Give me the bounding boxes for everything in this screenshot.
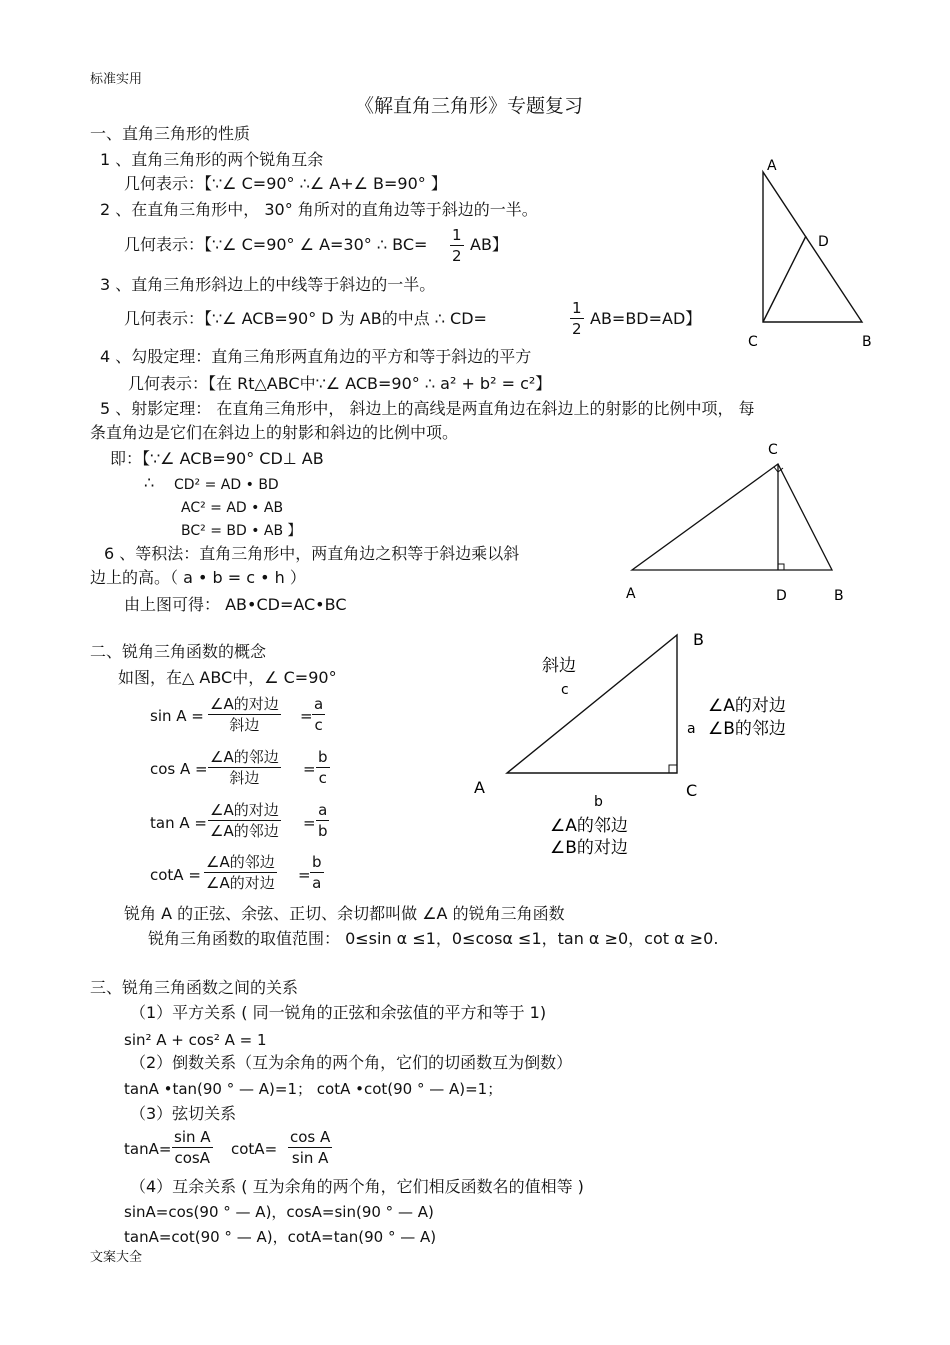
property-5-line-2: 条直角边是它们在斜边上的射影和斜边的比例中项。 [90,423,459,442]
cot-fraction [204,852,277,893]
figure-median-triangle [740,150,880,350]
equals-sign: = [303,760,316,778]
equals-sign: = [298,866,311,884]
fraction-half-1 [450,225,464,266]
page-title: 《解直角三角形》专题复习 [355,95,584,117]
property-5-geometry: 即：【∵∠ ACB=90° CD⊥ AB [110,449,324,468]
label-b: B [862,334,872,350]
label-opposite-b: ∠B的对边 [550,838,628,858]
cos-label: cos A = [150,760,208,778]
fraction-denominator: ∠A的邻边 [210,822,279,840]
relation-4-equation-2: tanA=cot(90 ° — A)，cotA=tan(90 ° — A) [124,1228,437,1246]
tan-relation-fraction [172,1127,213,1168]
fraction-numerator: 1 [572,299,582,317]
fraction-numerator: sin A [174,1128,211,1146]
relation-4-equation-1: sinA=cos(90 ° — A)，cosA=sin(90 ° — A) [124,1203,434,1221]
projection-equation-2: AC² = AD • AB [181,500,284,516]
property-3-geometry: 几何表示：【∵∠ ACB=90° D 为 AB的中点 ∴ CD= [124,309,487,328]
label-d: D [818,234,829,250]
fraction-numerator: ∠A的邻边 [206,853,275,871]
property-6-line-1: 6 、等积法：直角三角形中，两直角边之积等于斜边乘以斜 [104,544,520,563]
cos-ratio [316,747,330,788]
label-a: A [767,158,777,174]
property-3: 3 、直角三角形斜边上的中线等于斜边的一半。 [100,275,436,294]
property-6-line-3: 由上图可得： AB•CD=AC•BC [124,595,347,614]
fraction-denominator: c [318,769,327,787]
property-5-line-1: 5 、射影定理： 在直角三角形中， 斜边上的高线是两直角边在斜边上的射影的比例中项， 每 [100,399,755,418]
label-opposite-a: ∠A的对边 [708,696,786,716]
label-c: C [748,334,758,350]
property-4-geometry: 几何表示：【在 Rt△ABC中∵∠ ACB=90° ∴ a² + b² = c²】 [128,374,552,393]
property-1: 1 、直角三角形的两个锐角互余 [100,150,324,169]
equals-sign: = [303,814,316,832]
figure-altitude-triangle [620,438,860,608]
triangle-abc-3 [507,635,677,773]
fraction-denominator: 斜边 [229,769,260,787]
fraction-denominator: sin A [291,1149,329,1167]
property-1-geometry: 几何表示：【∵∠ C=90° ∴∠ A+∠ B=90° 】 [124,174,447,193]
cos-fraction [208,747,281,788]
fraction-denominator: 2 [572,320,582,338]
label-side-a: a [687,721,696,737]
triangle-abc [763,172,862,322]
property-6-line-2: 边上的高。（ a • b = c • h ） [90,568,306,587]
right-angle-mark-c [669,765,677,773]
label-vertex-c: C [686,781,698,800]
trig-definition: 锐角 A 的正弦、余弦、正切、余切都叫做 ∠A 的锐角三角函数 [124,904,565,923]
projection-equation-3: BC² = BD • AB 】 [181,523,302,539]
trig-range: 锐角三角函数的取值范围： 0≤sin α ≤1，0≤cosα ≤1，tan α ≥0，cot α ≥0. [148,929,719,948]
relation-2: （2）倒数关系（互为余角的两个角，它们的切函数互为倒数） [130,1053,573,1072]
fraction-numerator: 1 [452,226,462,244]
fraction-numerator: b [312,853,322,871]
fraction-numerator: ∠A的邻边 [210,748,279,766]
right-angle-mark-d [778,564,784,570]
sin-label: sin A = [150,707,204,725]
property-2-geometry: 几何表示：【∵∠ C=90° ∠ A=30° ∴ BC= [124,235,428,254]
property-2: 2 、在直角三角形中， 30° 角所对的直角边等于斜边的一半。 [100,200,538,219]
fraction-denominator: cosA [174,1149,211,1167]
label-side-b: b [594,794,603,810]
relation-3: （3）弦切关系 [130,1104,237,1123]
tan-label: tan A = [150,814,207,832]
equals-sign: = [300,707,313,725]
label-b: B [834,588,844,604]
cot-relation-fraction [288,1127,332,1168]
label-hypotenuse: 斜边 [542,656,576,676]
relation-4: （4）互余关系 ( 互为余角的两个角，它们相反函数名的值相等 ) [130,1177,584,1196]
cot-relation-label: cotA= [231,1140,278,1158]
figure-trig-triangle [460,625,820,865]
fraction-numerator: cos A [290,1128,331,1146]
section-2-intro: 如图，在△ ABC中，∠ C=90° [118,668,337,687]
fraction-denominator: a [312,874,322,892]
fraction-denominator: 斜边 [229,716,260,734]
projection-equation-1: CD² = AD • BD [174,477,279,493]
fraction-denominator: ∠A的对边 [206,874,275,892]
label-vertex-a: A [474,778,485,797]
fraction-numerator: ∠A的对边 [210,695,279,713]
cot-ratio [310,852,324,893]
section-2-heading: 二、锐角三角函数的概念 [90,642,267,661]
label-c: C [768,442,778,458]
label-vertex-b: B [693,630,704,649]
tan-fraction [208,800,281,841]
median-cd [763,236,806,322]
sin-fraction [208,694,281,735]
label-adjacent-a: ∠A的邻边 [550,816,628,836]
sin-ratio [312,694,325,735]
cot-label: cotA = [150,866,201,884]
fraction-half-2 [570,298,584,339]
label-adjacent-b: ∠B的邻边 [708,719,786,739]
label-d: D [776,588,787,604]
fraction-numerator: a [314,695,324,713]
label-side-c: c [561,682,569,698]
relation-1: （1）平方关系 ( 同一锐角的正弦和余弦值的平方和等于 1) [130,1003,547,1022]
section-3-heading: 三、锐角三角函数之间的关系 [90,978,299,997]
section-1-heading: 一、直角三角形的性质 [90,124,251,143]
property-2-geometry-end: AB】 [470,235,508,254]
page-footer: 文案大全 [90,1250,143,1265]
therefore-symbol: ∴ [144,473,155,492]
triangle-abc-2 [632,464,832,570]
property-3-geometry-end: AB=BD=AD】 [590,309,702,328]
relation-2-equation: tanA •tan(90 ° — A)=1； cotA •cot(90 ° — A)=1； [124,1080,503,1098]
fraction-numerator: b [318,748,328,766]
tan-ratio [316,800,330,841]
fraction-denominator: c [314,716,323,734]
fraction-numerator: ∠A的对边 [210,801,279,819]
fraction-numerator: a [318,801,328,819]
property-4: 4 、勾股定理：直角三角形两直角边的平方和等于斜边的平方 [100,347,532,366]
fraction-denominator: 2 [452,247,462,265]
label-a: A [626,586,636,602]
tan-relation-label: tanA= [124,1140,172,1158]
fraction-denominator: b [318,822,328,840]
page-header: 标准实用 [90,72,143,87]
relation-1-equation: sin² A + cos² A = 1 [124,1031,267,1049]
